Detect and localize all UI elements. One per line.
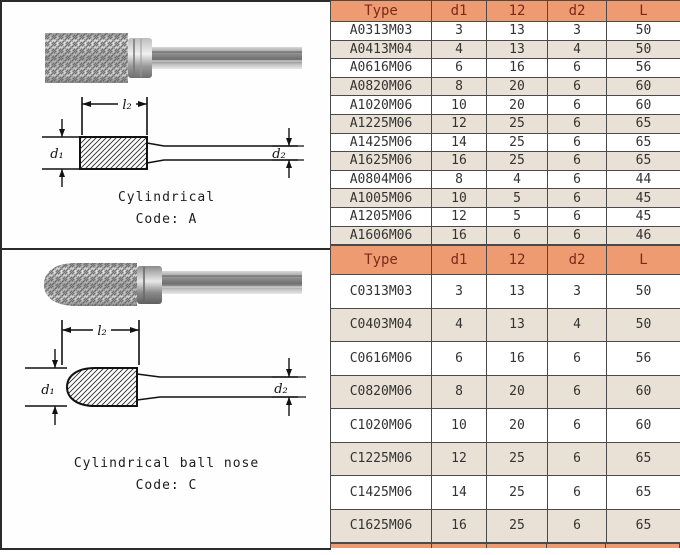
table-cell: A1005M06 xyxy=(331,189,432,208)
table-cell: A1606M06 xyxy=(331,226,432,245)
table-cell: 60 xyxy=(607,375,680,409)
table-row xyxy=(331,40,680,59)
table-cell: 6 xyxy=(548,509,607,543)
table-cell: 20 xyxy=(487,375,548,409)
table-cell: 44 xyxy=(607,170,680,189)
burr-collar xyxy=(137,266,162,304)
table-cell: 4 xyxy=(487,170,548,189)
burr-photo-ball-nose xyxy=(37,258,307,318)
dim-label-l2: l₂ xyxy=(122,98,132,113)
table-cell: 6 xyxy=(548,133,607,152)
table-cell: C0820M06 xyxy=(331,375,432,409)
header-row xyxy=(331,246,680,275)
table-cell: 6 xyxy=(548,409,607,443)
caption-code: Code: C xyxy=(135,478,198,493)
table-cell: 13 xyxy=(487,40,548,59)
table-row xyxy=(331,226,680,245)
table-cell: 50 xyxy=(607,40,680,59)
table-cell: 14 xyxy=(432,476,487,510)
table-row xyxy=(331,207,680,226)
table-cell: 6 xyxy=(548,442,607,476)
table-cell: 6 xyxy=(548,114,607,133)
table-cell: 25 xyxy=(487,114,548,133)
table-cell: 3 xyxy=(548,275,607,309)
table-cell: 65 xyxy=(607,114,680,133)
burr-shank xyxy=(152,47,302,69)
drawing-head xyxy=(67,368,137,406)
spec-tables xyxy=(330,0,680,548)
table-row xyxy=(331,308,680,342)
table-cell: A1625M06 xyxy=(331,152,432,171)
table-cell: C1625M06 xyxy=(331,509,432,543)
drawing-head xyxy=(80,137,147,169)
table-cell: 16 xyxy=(432,226,487,245)
burr-shank xyxy=(162,271,302,294)
table-row xyxy=(331,22,680,41)
table-row xyxy=(331,342,680,376)
column-header: 12 xyxy=(487,1,548,22)
section-cylindrical-ball-nose-c xyxy=(2,250,331,548)
table-a-body xyxy=(331,22,680,245)
table-cell: 56 xyxy=(607,59,680,78)
table-cell: 6 xyxy=(432,59,487,78)
column-header: d2 xyxy=(548,246,607,275)
table-cell: C1425M06 xyxy=(331,476,432,510)
table-cell: 5 xyxy=(487,189,548,208)
table-cell: 45 xyxy=(607,207,680,226)
table-cell: 6 xyxy=(487,226,548,245)
table-cell: A1425M06 xyxy=(331,133,432,152)
partial-cell xyxy=(547,543,606,548)
table-cell: 13 xyxy=(487,308,548,342)
table-cell: 50 xyxy=(607,22,680,41)
caption-code: Code: A xyxy=(135,212,198,227)
table-cell: 6 xyxy=(548,226,607,245)
table-cell: C1020M06 xyxy=(331,409,432,443)
left-panel xyxy=(0,0,331,550)
table-row xyxy=(331,442,680,476)
column-header: L xyxy=(607,246,680,275)
table-cell: 65 xyxy=(607,442,680,476)
table-cell: 16 xyxy=(432,509,487,543)
table-cell: 6 xyxy=(548,342,607,376)
table-row xyxy=(331,152,680,171)
table-cell: 6 xyxy=(548,207,607,226)
table-cell: 6 xyxy=(548,170,607,189)
table-row xyxy=(331,170,680,189)
table-cell: 16 xyxy=(487,342,548,376)
table-cell: 13 xyxy=(487,22,548,41)
table-row xyxy=(331,476,680,510)
caption-cylindrical xyxy=(2,190,331,227)
caption-title: Cylindrical ball nose xyxy=(73,456,260,471)
table-row xyxy=(331,96,680,115)
table-row xyxy=(331,509,680,543)
table-cell: 8 xyxy=(432,170,487,189)
table-cell: 65 xyxy=(607,476,680,510)
table-cell: C0403M04 xyxy=(331,308,432,342)
table-cell: 6 xyxy=(548,189,607,208)
table-cell: 50 xyxy=(607,308,680,342)
table-row xyxy=(331,409,680,443)
table-cell: A0804M06 xyxy=(331,170,432,189)
table-cell: 6 xyxy=(548,77,607,96)
column-header: d2 xyxy=(548,1,607,22)
table-cell: 4 xyxy=(432,40,487,59)
table-cell: 4 xyxy=(432,308,487,342)
table-cell: 10 xyxy=(432,189,487,208)
table-cell: 8 xyxy=(432,77,487,96)
table-c-header xyxy=(331,246,680,275)
column-header: L xyxy=(607,1,680,22)
table-cell: A0413M04 xyxy=(331,40,432,59)
table-cell: 50 xyxy=(607,275,680,309)
spec-table-a xyxy=(330,0,680,245)
table-cell: 65 xyxy=(607,133,680,152)
table-row xyxy=(331,275,680,309)
table-cell: 60 xyxy=(607,77,680,96)
caption-title: Cylindrical xyxy=(117,190,216,205)
table-cell: 5 xyxy=(487,207,548,226)
table-cell: 60 xyxy=(607,409,680,443)
table-cell: 6 xyxy=(548,375,607,409)
table-cell: 20 xyxy=(487,77,548,96)
dim-label-d2: d₂ xyxy=(274,382,288,397)
table-cell: 13 xyxy=(487,275,548,309)
table-cell: A0313M03 xyxy=(331,22,432,41)
table-cell: 25 xyxy=(487,133,548,152)
partial-cell xyxy=(487,543,548,548)
column-header: 12 xyxy=(487,246,548,275)
table-cell: A0820M06 xyxy=(331,77,432,96)
table-cell: 16 xyxy=(487,59,548,78)
section-cylindrical-a xyxy=(2,2,331,250)
column-header: Type xyxy=(331,246,432,275)
table-cell: 10 xyxy=(432,96,487,115)
table-cell: 6 xyxy=(548,59,607,78)
table-cell: 8 xyxy=(432,375,487,409)
table-row xyxy=(331,133,680,152)
table-cell: 12 xyxy=(432,442,487,476)
table-c-body xyxy=(331,275,680,543)
table-row xyxy=(331,114,680,133)
table-cell: 20 xyxy=(487,96,548,115)
burr-drawing-cylindrical xyxy=(17,92,317,192)
caption-ball-nose xyxy=(2,456,331,493)
table-row xyxy=(331,375,680,409)
table-cell: 16 xyxy=(432,152,487,171)
table-cell: 4 xyxy=(548,308,607,342)
burr-photo-cylindrical xyxy=(40,30,305,92)
table-cell: 20 xyxy=(487,409,548,443)
table-cell: 25 xyxy=(487,442,548,476)
table-cell: 12 xyxy=(432,114,487,133)
partial-cell xyxy=(432,543,487,548)
column-header: Type xyxy=(331,1,432,22)
table-cell: 65 xyxy=(607,509,680,543)
table-cell: A1020M06 xyxy=(331,96,432,115)
table-cell: A1225M06 xyxy=(331,114,432,133)
table-cell: 3 xyxy=(432,22,487,41)
table-cell: 65 xyxy=(607,152,680,171)
table-cell: A0616M06 xyxy=(331,59,432,78)
table-cell: C0313M03 xyxy=(331,275,432,309)
table-row xyxy=(331,77,680,96)
table-row xyxy=(331,59,680,78)
table-cell: 12 xyxy=(432,207,487,226)
column-header: d1 xyxy=(432,1,487,22)
table-cell: 25 xyxy=(487,509,548,543)
table-cell: 6 xyxy=(432,342,487,376)
dim-label-d2: d₂ xyxy=(272,147,286,162)
dim-label-d1: d₁ xyxy=(50,147,64,162)
table-cell: 3 xyxy=(432,275,487,309)
table-cell: 60 xyxy=(607,96,680,115)
dim-label-d1: d₁ xyxy=(41,383,55,398)
table-cell: 6 xyxy=(548,152,607,171)
header-row xyxy=(331,1,680,22)
table-cell: 6 xyxy=(548,96,607,115)
partial-cell xyxy=(606,543,680,548)
table-cell: 56 xyxy=(607,342,680,376)
table-cell: 4 xyxy=(548,40,607,59)
table-cell: 6 xyxy=(548,476,607,510)
table-cell: 25 xyxy=(487,152,548,171)
table-cell: 14 xyxy=(432,133,487,152)
spec-table-c xyxy=(330,245,680,543)
table-cell: 3 xyxy=(548,22,607,41)
burr-collar xyxy=(128,38,152,78)
table-cell: A1205M06 xyxy=(331,207,432,226)
partial-cell xyxy=(331,543,432,548)
table-cell: C0616M06 xyxy=(331,342,432,376)
table-cell: C1225M06 xyxy=(331,442,432,476)
table-cell: 10 xyxy=(432,409,487,443)
next-table-header-partial xyxy=(330,543,680,548)
table-cell: 45 xyxy=(607,189,680,208)
table-row xyxy=(331,189,680,208)
table-cell: 46 xyxy=(607,226,680,245)
table-cell: 25 xyxy=(487,476,548,510)
burr-drawing-ball-nose xyxy=(17,310,317,445)
table-a-header xyxy=(331,1,680,22)
column-header: d1 xyxy=(432,246,487,275)
dim-label-l2: l₂ xyxy=(97,324,107,339)
